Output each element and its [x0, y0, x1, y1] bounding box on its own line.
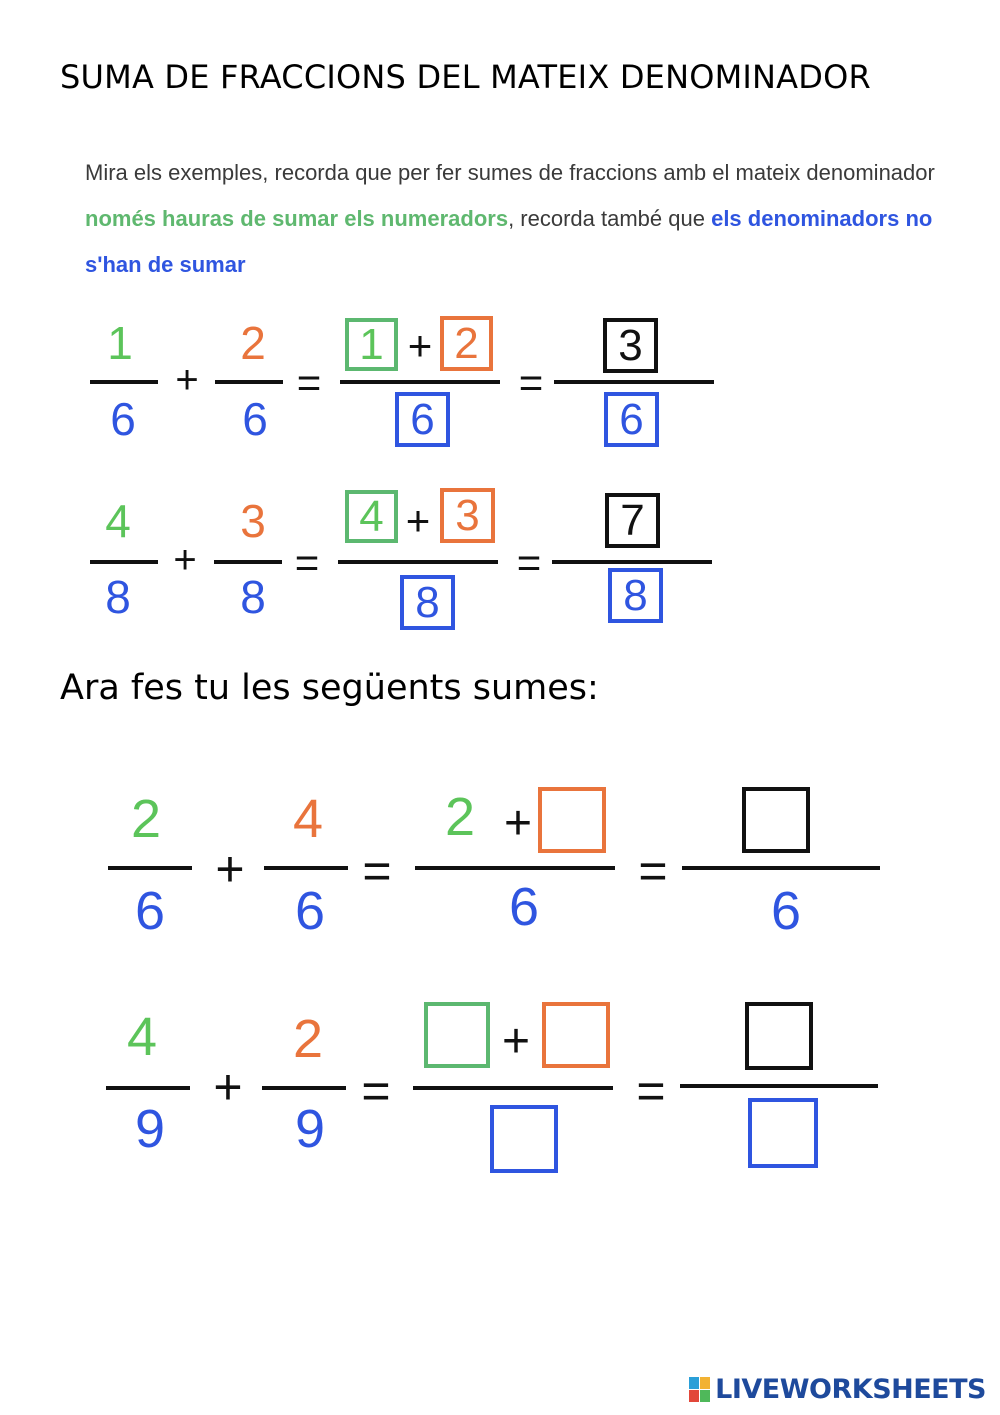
fraction-b-denominator: 9: [294, 1099, 326, 1159]
plus-sign: +: [501, 1015, 531, 1068]
sum-numerator-a: 2: [444, 787, 476, 847]
result-denominator: 6: [770, 881, 802, 941]
result-numerator-input[interactable]: [742, 787, 810, 853]
fraction-bar: [338, 560, 498, 564]
plus-sign: +: [173, 538, 197, 582]
instructions-text-1: Mira els exemples, recorda que per fer sumes de fraccions amb el mateix denominador: [85, 160, 935, 185]
plus-sign: +: [215, 841, 245, 897]
result-denominator-box: 6: [604, 392, 659, 447]
fraction-bar: [682, 866, 880, 870]
fraction-a-denominator: 8: [105, 571, 131, 623]
equals-sign: =: [294, 539, 320, 586]
equals-sign: =: [516, 539, 542, 586]
liveworksheets-logo-icon: [689, 1377, 711, 1403]
fraction-a-numerator: 4: [105, 495, 131, 547]
page-title: SUMA DE FRACCIONS DEL MATEIX DENOMINADOR: [60, 58, 871, 96]
fraction-a-numerator: 4: [126, 1007, 158, 1067]
equals-sign: =: [296, 359, 322, 406]
fraction-bar: [90, 560, 158, 564]
result-numerator-box: 3: [603, 318, 658, 373]
result-numerator-input[interactable]: [745, 1002, 813, 1070]
instructions-highlight-denominators: els denominadors no s'han de sumar: [85, 206, 933, 277]
fraction-bar: [108, 866, 192, 870]
fraction-bar: [262, 1086, 346, 1090]
fraction-bar: [215, 380, 283, 384]
result-denominator-input[interactable]: [748, 1098, 818, 1168]
fraction-bar: [106, 1086, 190, 1090]
fraction-bar: [214, 560, 282, 564]
instructions: [85, 150, 945, 288]
fraction-a-numerator: 1: [107, 317, 133, 369]
sum-numerator-b-box: 3: [440, 488, 495, 543]
plus-sign: +: [405, 497, 431, 544]
exercise-instructions: Ara fes tu les següents sumes:: [60, 668, 599, 708]
fraction-b-denominator: 6: [294, 881, 326, 941]
fraction-bar: [552, 560, 712, 564]
equals-sign: =: [362, 843, 392, 899]
liveworksheets-logo: [689, 1374, 986, 1405]
sum-numerator-b-input[interactable]: [538, 787, 606, 853]
sum-numerator-b-box: 2: [440, 316, 493, 371]
fraction-a-numerator: 2: [130, 789, 162, 849]
fraction-bar: [264, 866, 348, 870]
fraction-a-denominator: 6: [110, 393, 136, 445]
plus-sign: +: [407, 322, 433, 369]
sum-numerator-a-box: 4: [345, 490, 398, 543]
fraction-bar: [680, 1084, 878, 1088]
equals-sign: =: [361, 1063, 391, 1119]
result-numerator-box: 7: [605, 493, 660, 548]
equals-sign: =: [518, 359, 544, 406]
plus-sign: +: [503, 797, 533, 850]
fraction-b-numerator: 4: [292, 789, 324, 849]
equals-sign: =: [636, 1063, 666, 1119]
fraction-bar: [415, 866, 615, 870]
fraction-b-numerator: 3: [240, 495, 266, 547]
sum-denominator-box: 8: [400, 575, 455, 630]
equals-sign: =: [638, 843, 668, 899]
sum-denominator-box: 6: [395, 392, 450, 447]
fraction-b-numerator: 2: [292, 1009, 324, 1069]
sum-denominator-input[interactable]: [490, 1105, 558, 1173]
fraction-b-numerator: 2: [240, 317, 266, 369]
liveworksheets-logo-text: LIVEWORKSHEETS: [715, 1374, 986, 1405]
fraction-bar: [413, 1086, 613, 1090]
instructions-highlight-numerators: només hauras de sumar els numeradors: [85, 206, 509, 231]
fraction-b-denominator: 8: [240, 571, 266, 623]
fraction-a-denominator: 9: [134, 1099, 166, 1159]
sum-numerator-a-input[interactable]: [424, 1002, 490, 1068]
fraction-bar: [90, 380, 158, 384]
plus-sign: +: [175, 358, 199, 402]
fraction-bar: [340, 380, 500, 384]
instructions-text-2: , recorda també que: [508, 206, 712, 231]
sum-denominator: 6: [508, 877, 540, 937]
sum-numerator-a-box: 1: [345, 318, 398, 371]
plus-sign: +: [213, 1059, 243, 1115]
fraction-a-denominator: 6: [134, 881, 166, 941]
result-denominator-box: 8: [608, 568, 663, 623]
fraction-bar: [554, 380, 714, 384]
sum-numerator-b-input[interactable]: [542, 1002, 610, 1068]
fraction-b-denominator: 6: [242, 393, 268, 445]
